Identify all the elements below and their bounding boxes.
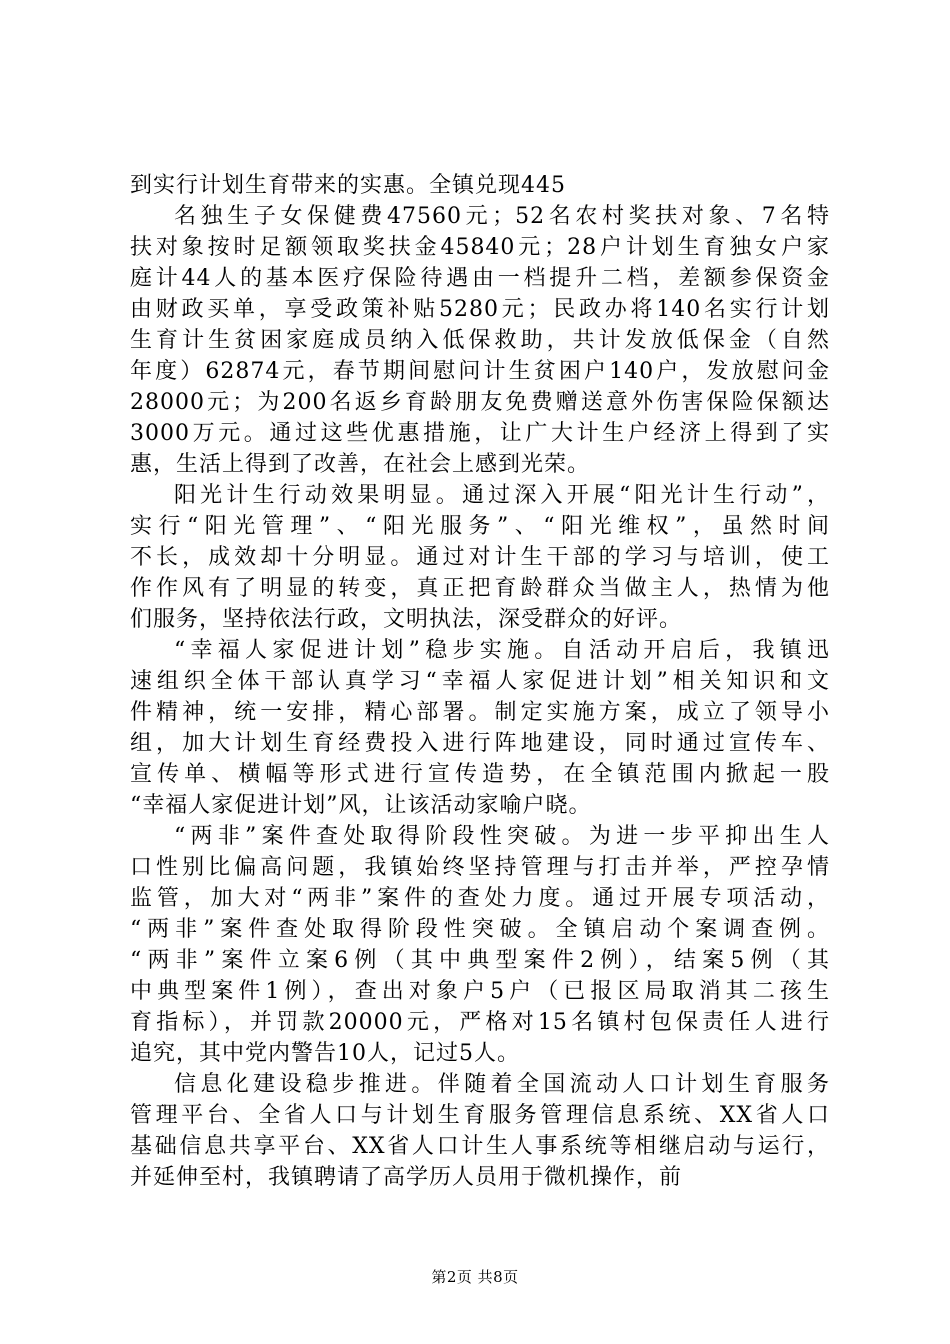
text-line: 基础信息共享平台、XX省人口计生人事系统等相继启动与运行， bbox=[130, 1134, 830, 1159]
text-line: 扶对象按时足额领取奖扶金45840元；28户计划生育独女户家 bbox=[130, 235, 830, 260]
text-line: 信息化建设稳步推进。伴随着全国流动人口计划生育服务 bbox=[174, 1072, 830, 1097]
document-body bbox=[130, 170, 830, 1193]
text-line: 3000万元。通过这些优惠措施，让广大计生户经济上得到了实 bbox=[130, 421, 830, 446]
text-line: 中典型案件1例），查出对象户5户（已报区局取消其二孩生 bbox=[130, 979, 830, 1004]
text-line: 庭计44人的基本医疗保险待遇由一档提升二档，差额参保资金 bbox=[130, 266, 830, 291]
text-line: “两非”案件立案6例（其中典型案件2例），结案5例（其 bbox=[130, 948, 830, 973]
text-line: “幸福人家促进计划”风，让该活动家喻户晓。 bbox=[130, 793, 592, 818]
text-line: 实行“阳光管理”、“阳光服务”、“阳光维权”，虽然时间 bbox=[130, 514, 830, 539]
text-line: 名独生子女保健费47560元；52名农村奖扶对象、7名特 bbox=[174, 204, 830, 229]
text-line: 阳光计生行动效果明显。通过深入开展“阳光计生行动”， bbox=[174, 483, 830, 508]
text-line: 育指标），并罚款20000元，严格对15名镇村包保责任人进行 bbox=[130, 1010, 830, 1035]
text-line: 速组织全体干部认真学习“幸福人家促进计划”相关知识和文 bbox=[130, 669, 830, 694]
text-line: 并延伸至村，我镇聘请了高学历人员用于微机操作，前 bbox=[130, 1165, 683, 1190]
text-line: “两非”案件查处取得阶段性突破。为进一步平抑出生人 bbox=[174, 824, 830, 849]
text-line: 口性别比偏高问题，我镇始终坚持管理与打击并举，严控孕情 bbox=[130, 855, 830, 880]
text-line: 管理平台、全省人口与计划生育服务管理信息系统、XX省人口 bbox=[130, 1103, 830, 1128]
text-line: 生育计生贫困家庭成员纳入低保救助，共计发放低保金（自然 bbox=[130, 328, 830, 353]
text-line: “幸福人家促进计划”稳步实施。自活动开启后，我镇迅 bbox=[174, 638, 830, 663]
text-line: “两非”案件查处取得阶段性突破。全镇启动个案调查例。 bbox=[130, 917, 830, 942]
text-line: 28000元；为200名返乡育龄朋友免费赠送意外伤害保险保额达 bbox=[130, 390, 830, 415]
text-line: 由财政买单，享受政策补贴5280元；民政办将140名实行计划 bbox=[130, 297, 830, 322]
page-footer: 第2页 共8页 bbox=[431, 1268, 519, 1286]
text-line: 组，加大计划生育经费投入进行阵地建设，同时通过宣传车、 bbox=[130, 731, 830, 756]
text-line: 惠，生活上得到了改善，在社会上感到光荣。 bbox=[130, 452, 591, 477]
text-line: 宣传单、横幅等形式进行宣传造势，在全镇范围内掀起一股 bbox=[130, 762, 830, 787]
text-line: 件精神，统一安排，精心部署。制定实施方案，成立了领导小 bbox=[130, 700, 830, 725]
text-line: 们服务，坚持依法行政，文明执法，深受群众的好评。 bbox=[130, 607, 683, 632]
text-line: 到实行计划生育带来的实惠。全镇兑现445 bbox=[130, 173, 566, 198]
text-line: 作作风有了明显的转变，真正把育龄群众当做主人，热情为他 bbox=[130, 576, 830, 601]
text-line: 追究，其中党内警告10人，记过5人。 bbox=[130, 1041, 520, 1066]
text-line: 年度）62874元，春节期间慰问计生贫困户140户，发放慰问金 bbox=[130, 359, 830, 384]
text-line: 监管，加大对“两非”案件的查处力度。通过开展专项活动， bbox=[130, 886, 830, 911]
text-line: 不长，成效却十分明显。通过对计生干部的学习与培训，使工 bbox=[130, 545, 830, 570]
